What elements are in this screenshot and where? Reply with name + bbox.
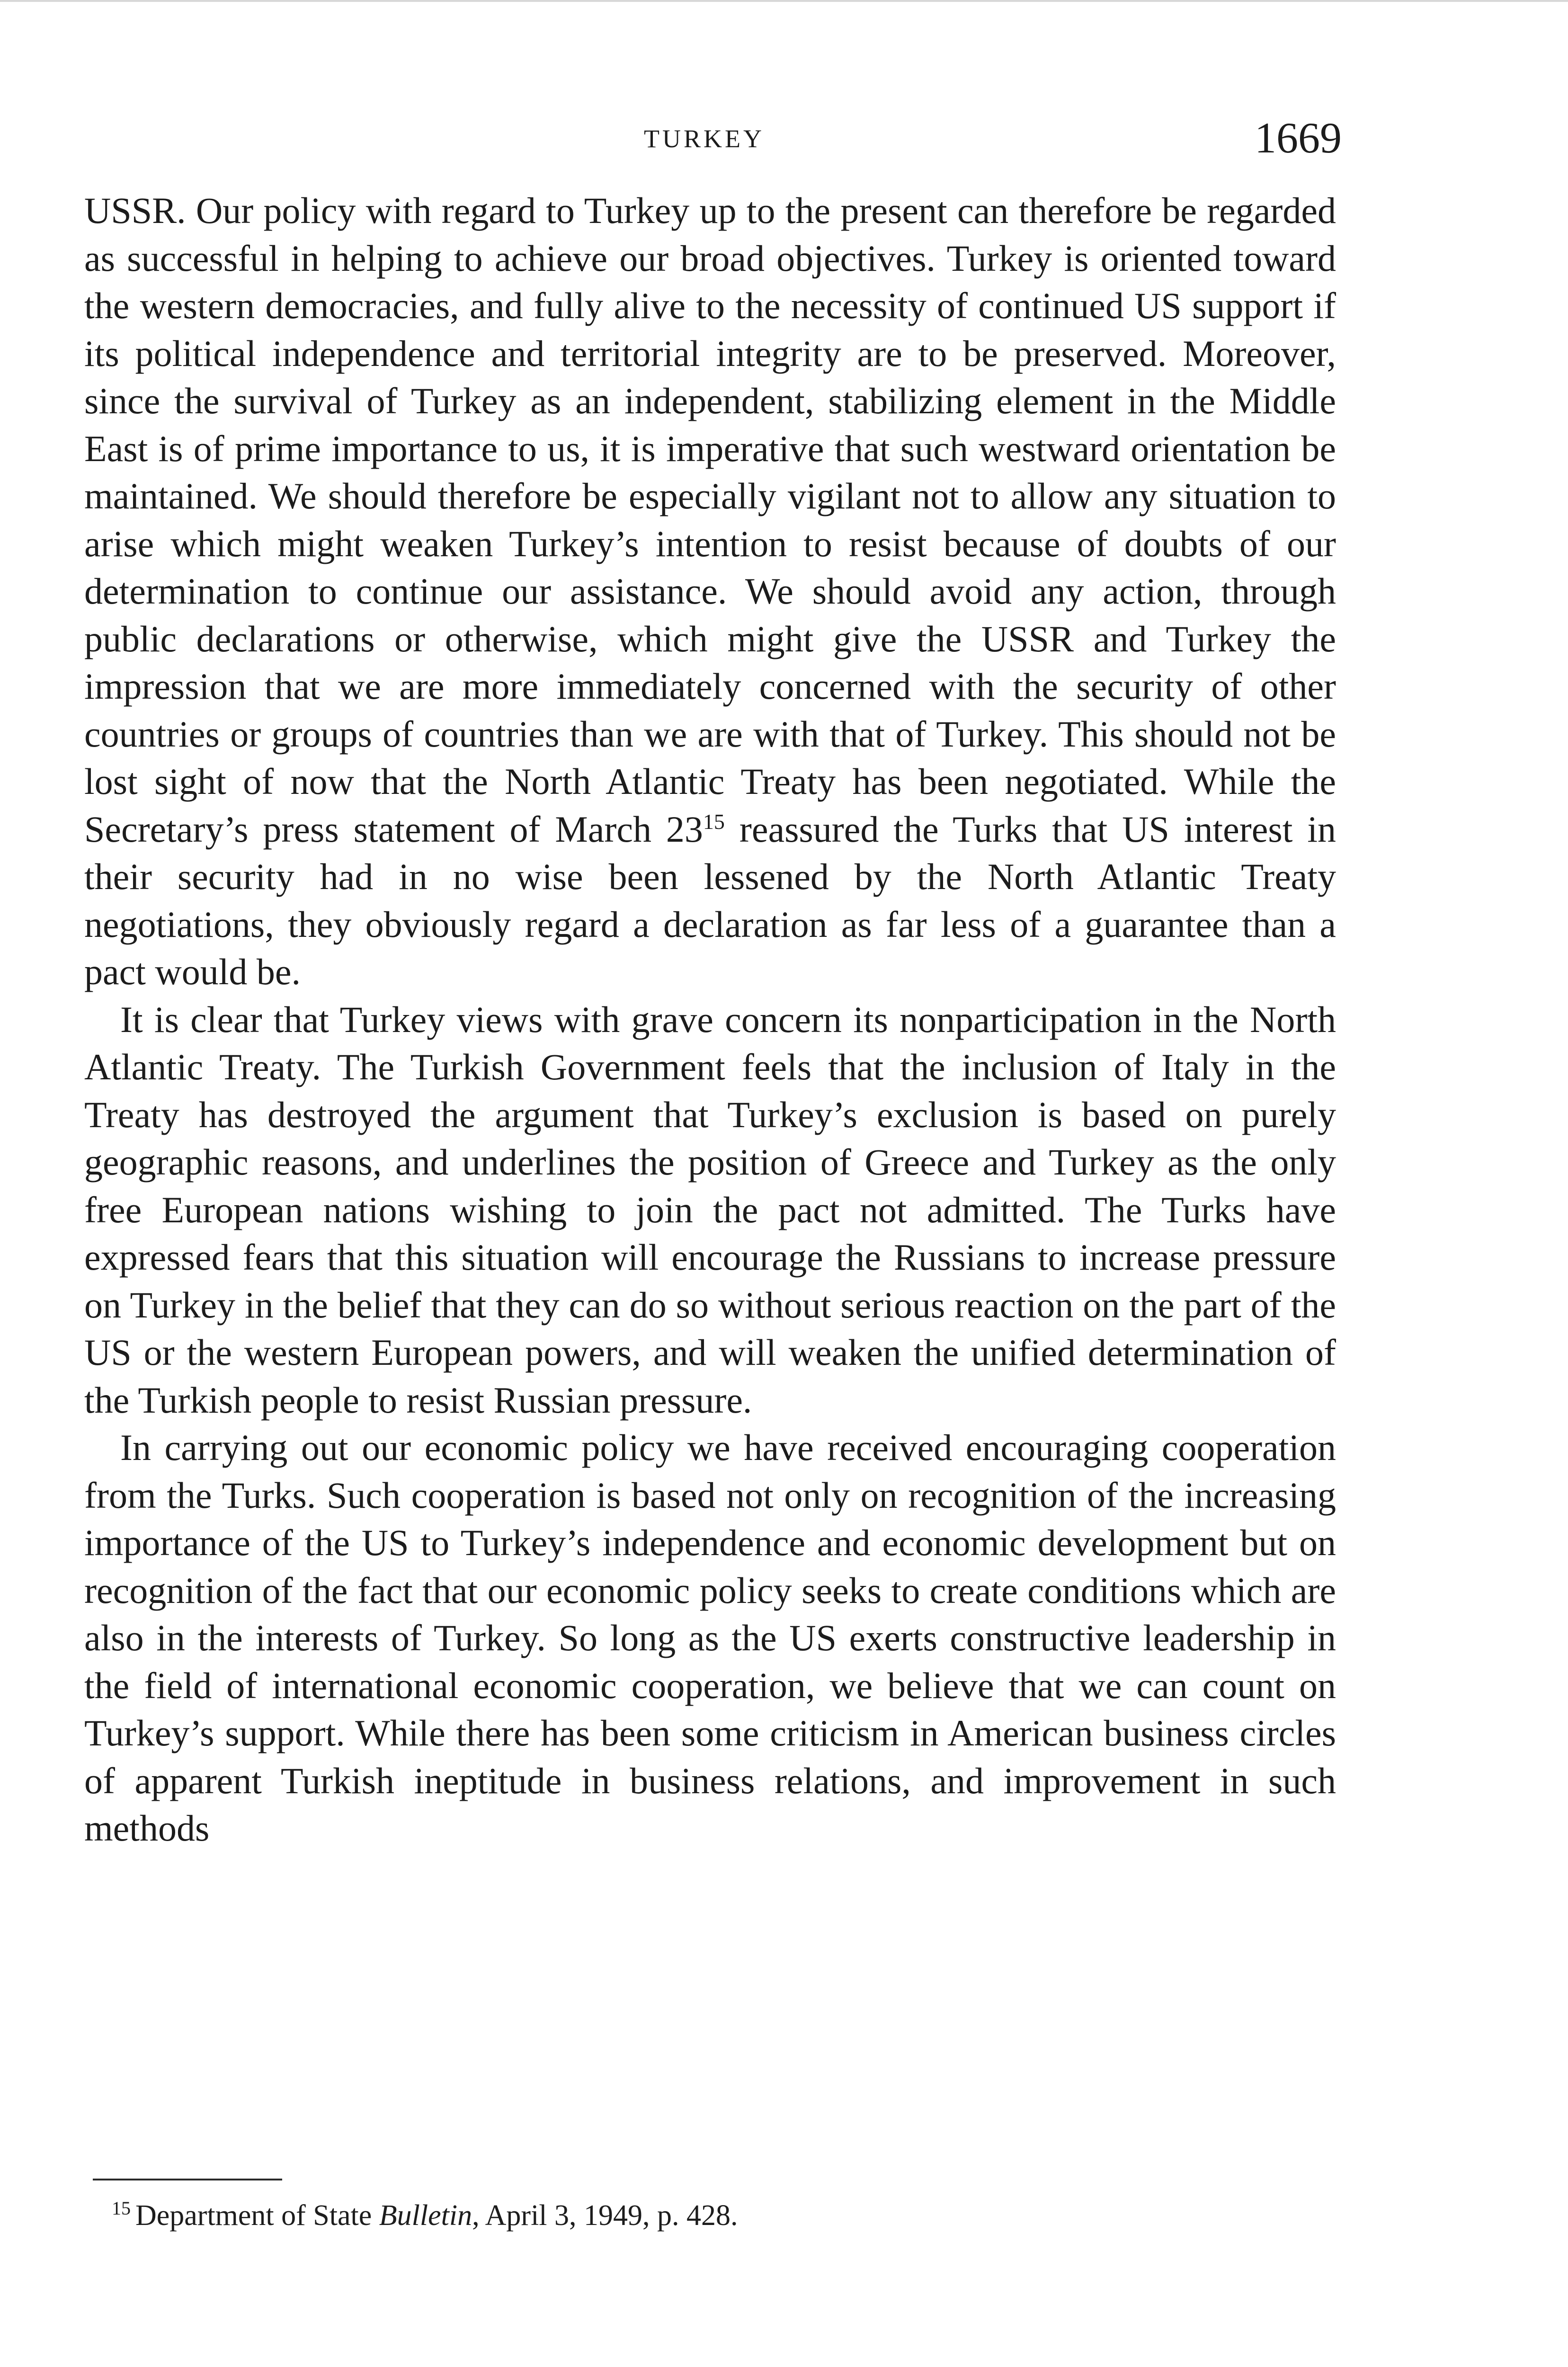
paragraph-3 [84,1424,1336,1852]
paragraph-2-text: It is clear that Turkey views with grave concern its nonparticipation in the North Atlantic Treaty. The Turkish Government feels that the inclusion of Italy in the Treaty has destroyed the argument that Turkey’s exclusion is based on purely geographic reasons, and underlines the position of Greece and Turkey as the only free European nations wishing to join the pact not admitted. The Turks have expressed fears that this situation will encourage the Russians to increase pressure on Turkey in the belief that they can do so without serious reaction on the part of the US or the western European powers, and will weaken the unified determination of the Turkish people to resist Russian pressure. [84,998,1336,1421]
body-text [84,187,1336,1852]
footnote-prefix: Department of State [135,2199,379,2232]
top-edge-rule [0,0,1568,2]
paragraph-2 [84,996,1336,1424]
paragraph-3-text: In carrying out our economic policy we have received encouraging cooperation from the Turks. Such cooperation is based not only on recognition of the increasing importance of the US to Turkey’s independence and economic development but on recognition of the fact that our economic policy seeks to create conditions which are also in the interests of Turkey. So long as the US exerts constructive leadership in the field of international economic cooperation, we believe that we can count on Turkey’s support. While there has been some criticism in American business circles of apparent Turkish ineptitude in business relations, and improvement in such methods [84,1427,1336,1849]
running-title: TURKEY [644,125,765,153]
footnote-reference-15[interactable]: 15 [703,809,725,834]
footnote-suffix: , April 3, 1949, p. 428. [472,2199,738,2232]
paragraph-1-text-before-ref: USSR. Our policy with regard to Turkey up to the present can therefore be regarded as successful in helping to achieve our broad objectives. Turkey is oriented toward the western democracies, and fully alive to the necessity of continued US support if its political independence and territorial integrity are to be preserved. Moreover, since the survival of Turkey as an independent, stabilizing element in the Middle East is of prime importance to us, it is imperative that such westward orientation be maintained. We should therefore be especially vigilant not to allow any situation to arise which might weaken Turkey’s intention to resist because of doubts of our determination to continue our assistance. We should avoid any action, through public declarations or otherwise, which might give the USSR and Turkey the impression that we are more immediately concerned with the security of other countries or groups of countries than we are with that of Turkey. This should not be lost sight of now that the North Atlantic Treaty has been negotiated. While the Secretary’s press statement of March 23 [84,190,1336,850]
footnote-15 [112,2197,1295,2234]
footnote-divider [93,2179,282,2180]
paragraph-1-text-after-ref: reassured the Turks that US interest in their security had in no wise been lessened by the North Atlantic Treaty negotiations, they obviously regard a declaration as far less of a guarantee than a pact would be. [84,808,1336,992]
footnote-publication-title: Bulletin [379,2199,472,2232]
page-number: 1669 [1255,114,1342,162]
paragraph-1 [84,187,1336,996]
footnote-marker: 15 [112,2198,131,2219]
